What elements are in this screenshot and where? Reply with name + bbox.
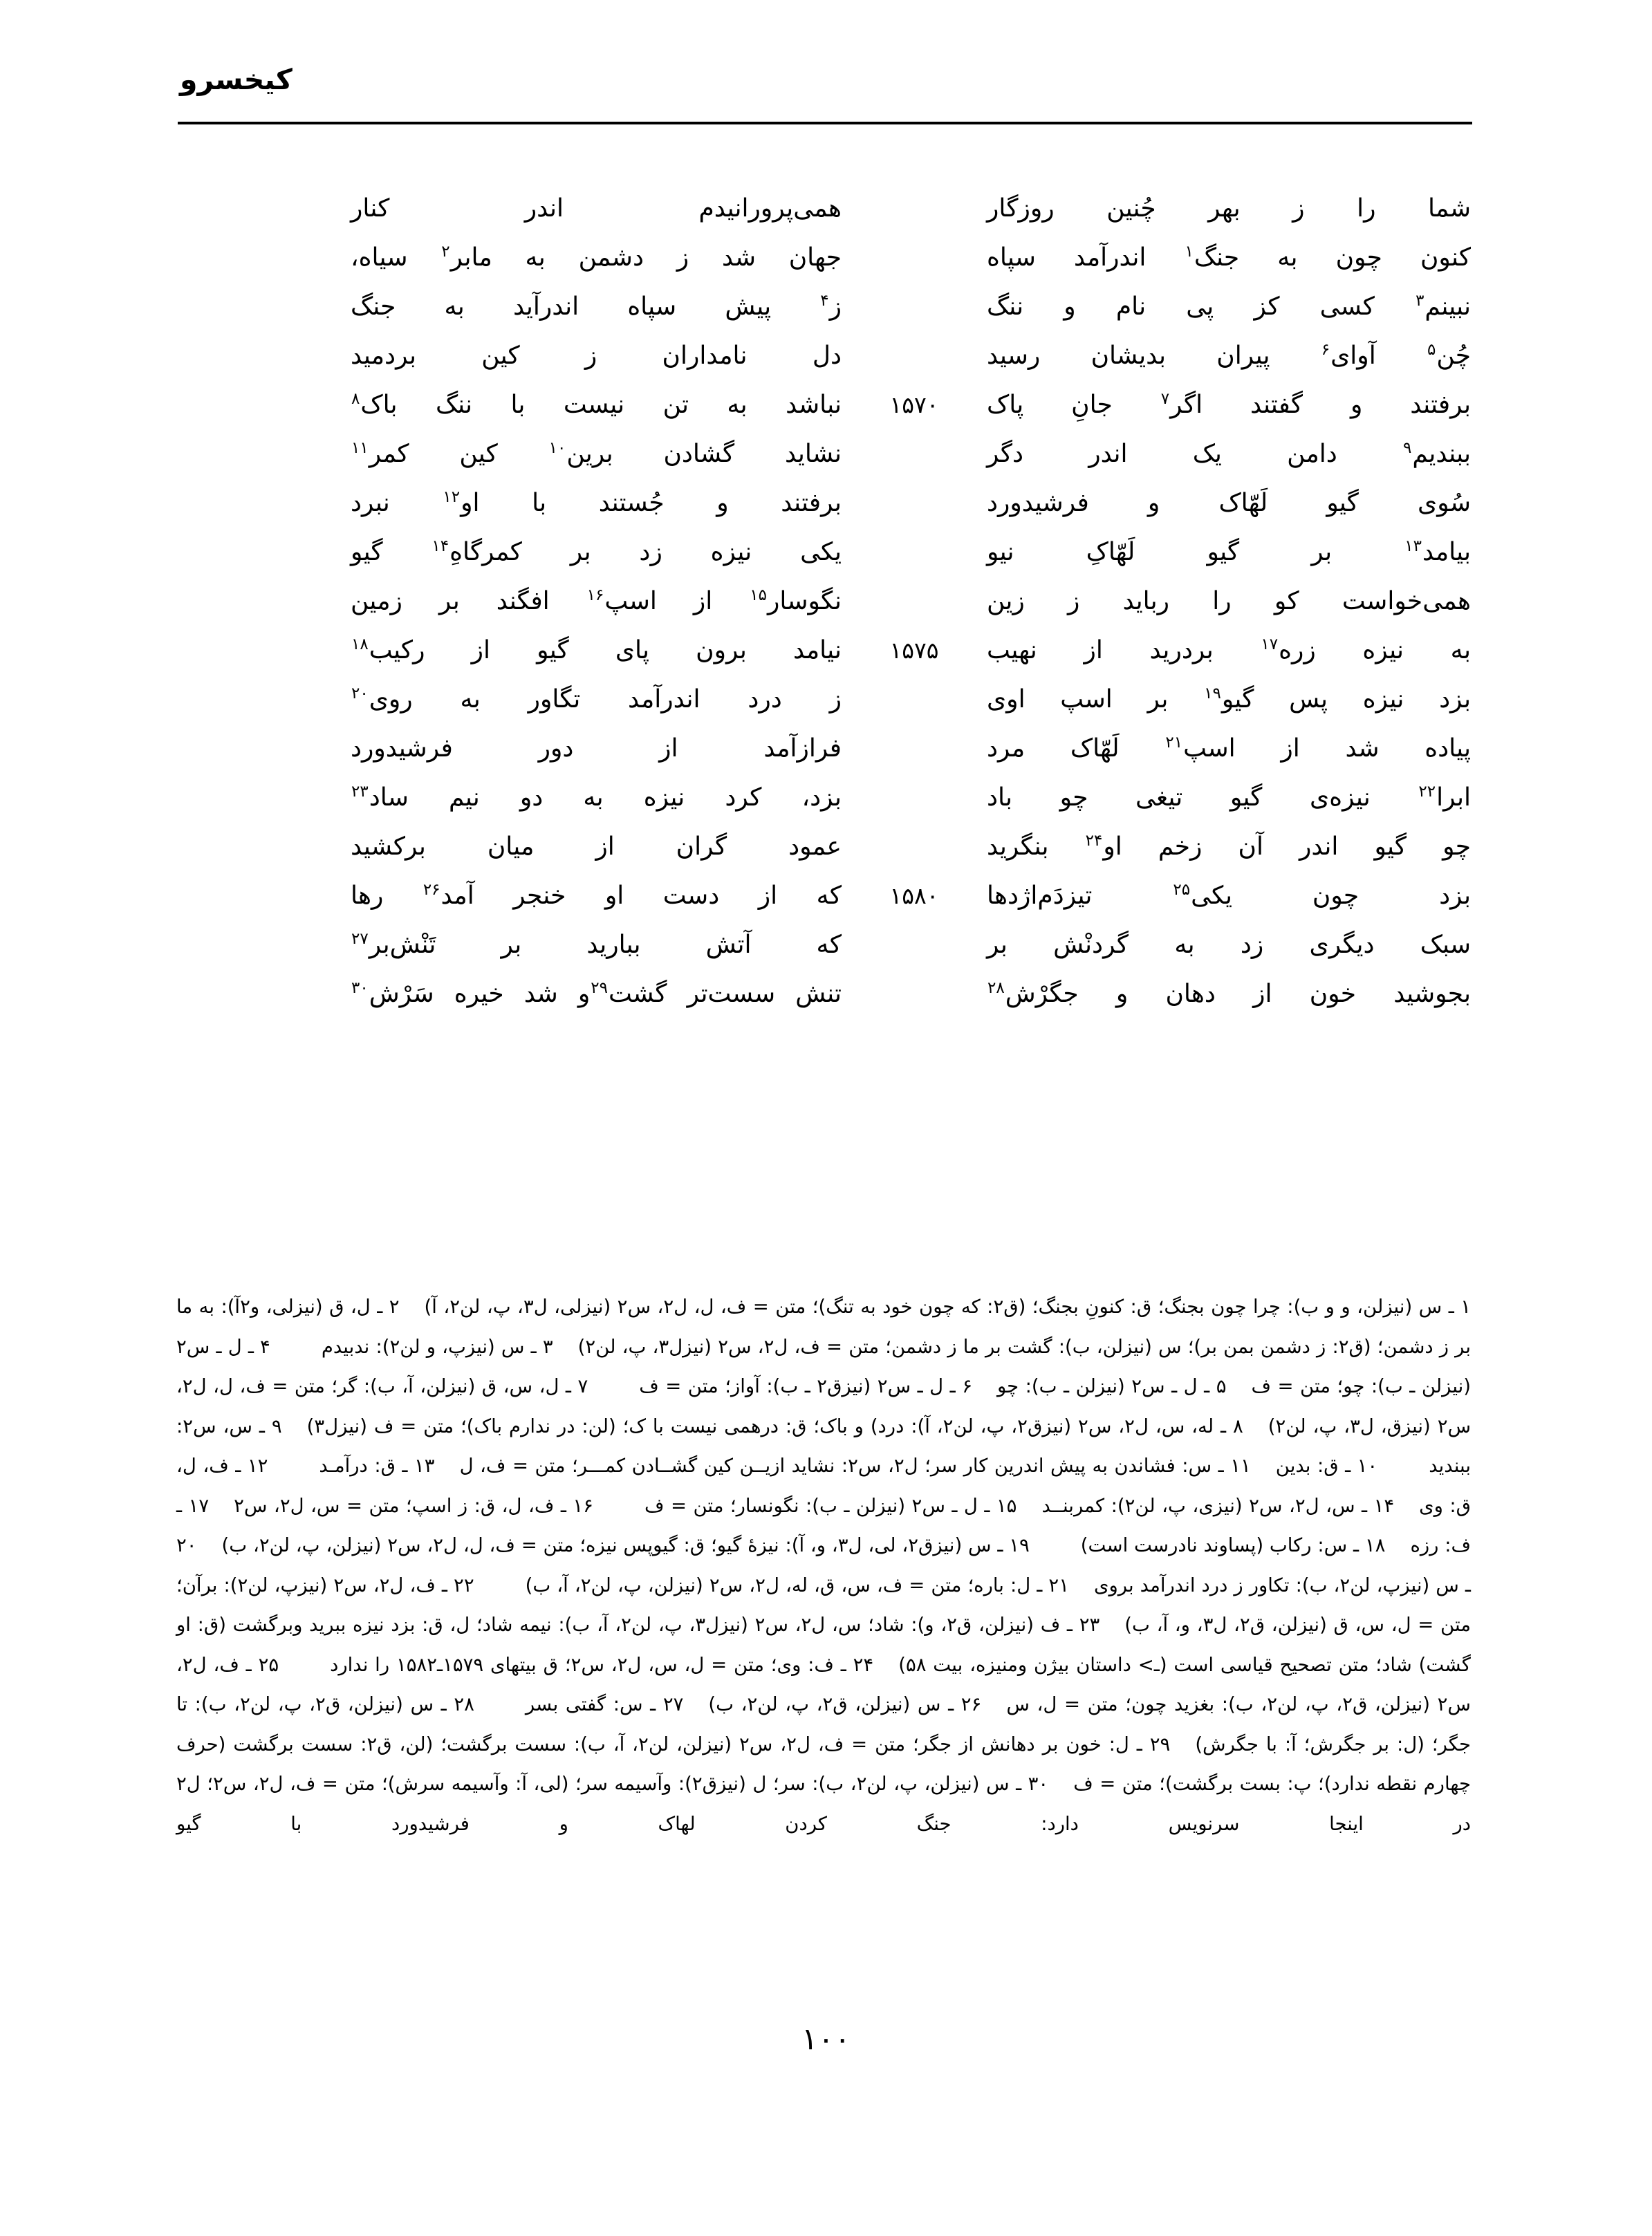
hemistich-left: جهان شد ز دشمن به مابر$^۲$ سیاه، <box>351 243 842 272</box>
footnote-marker: ۲۱ <box>1165 734 1183 752</box>
footnote-entry: ۱۳ ـ ق: درآمـد <box>319 1455 435 1477</box>
footnote-marker: ۱ <box>1185 243 1194 261</box>
verse-row <box>178 187 1471 236</box>
hemistich-left: همی‌پرورانیدم اندر کنار <box>351 194 842 223</box>
hemistich-left: ز درد اندرآمد تگاور به روی$^{۲۰}$ <box>351 684 842 714</box>
footnote-marker: ۲۰ <box>351 684 369 702</box>
footnote-entry: ۳۰ ـ س (نیزلن، پ، لن٢، ب): سر؛ ل (نیزق٢): وآسیمه سر؛ (لی، آ: وآسیمه سرش)؛ متن = ف، ل٢، س٢؛ ل٢ در اینجا سرنویس دارد: جنگ کردن لهاک و فرشیدورد با گیو <box>176 1773 1471 1835</box>
verse-row <box>178 236 1471 285</box>
footnote-separator <box>474 1566 526 1606</box>
verse-line-number: ۱۵۸۰ <box>889 882 939 909</box>
verse-row <box>178 825 1471 874</box>
footnote-entry: ۲۲ ـ ف، ل٢، س٢ (نیزپ، لن٢): برآن؛ متن = ل، س، ق (نیزلن، ق٢، ل٣، و، آ، ب) <box>176 1574 1471 1636</box>
footnote-marker: ۱۲ <box>443 488 461 506</box>
footnote-text <box>176 1287 1471 1844</box>
footnote-marker: ۱۵ <box>750 586 767 604</box>
footnote-marker: ۲۲ <box>1418 783 1436 801</box>
verse-row <box>178 923 1471 972</box>
footnote-separator <box>1394 1487 1419 1527</box>
hemistich-left: بزد، کرد نیزه به دو نیم ساد$^{۲۳}$ <box>351 783 842 812</box>
hemistich-left: دل نامداران ز کین بردمید <box>351 342 842 370</box>
verse-block <box>178 187 1471 1021</box>
footnote-entry: ۴ ـ ل ـ س٢ (نیزلن ـ ب): چو؛ متن = ف <box>176 1335 1472 1397</box>
footnote-separator <box>981 1685 1006 1725</box>
footnote-entry: ۷ ـ ل، س، ق (نیزلن، آ، ب): گر؛ متن = ف، ل، ل٢، س٢ (نیزق، ل٣، پ، لن٢) <box>176 1375 1472 1437</box>
footnote-separator <box>1377 1446 1429 1487</box>
footnote-separator <box>400 1287 425 1327</box>
footnote-separator <box>593 1487 644 1527</box>
footnote-marker: ۲۸ <box>987 979 1005 997</box>
footnote-separator <box>1069 1566 1094 1606</box>
footnote-marker: ۱۰ <box>548 439 566 457</box>
verse-row <box>178 481 1471 530</box>
hemistich-left: تنش سست‌تر گشت$^{۲۹}$و شد خیره سَرْش$^{۳۰}$ <box>351 979 842 1008</box>
footnote-marker: ۲۵ <box>1173 881 1191 899</box>
verse-row <box>178 628 1471 678</box>
hemistich-left: یکی نیزه زد بر کمرگاهِ$^{۱۴}$ گیو <box>351 537 842 566</box>
footnote-separator <box>1226 1367 1251 1407</box>
footnote-marker: ۳۰ <box>351 979 369 997</box>
footnote-separator <box>972 1367 997 1407</box>
footnote-marker: ۲ <box>441 243 450 261</box>
footnote-marker: ۱۶ <box>586 586 604 604</box>
hemistich-right: بجوشید خون از دهان و جگرْش$^{۲۸}$ <box>987 979 1471 1008</box>
hemistich-left: که آتش بباريد بر تَنْش‌بر$^{۲۷}$ <box>351 930 842 959</box>
footnote-entry: ۱ ـ س (نیزلن، و و ب): چرا چون بجنگ؛ ق: کنونِ بجنگ؛ (ق٢: که چون خود به تنگ)؛ متن = ف، ل، ل٢، س٢ (نیزلی، ل٣، پ، لن٢، آ) <box>424 1296 1471 1318</box>
verse-row <box>178 383 1471 432</box>
verse-row <box>178 972 1471 1021</box>
footnote-entry: ۱۷ ـ ف: رزه <box>176 1494 1471 1556</box>
hemistich-right: همی‌خواست کو را رباید ز زین <box>987 587 1471 615</box>
footnote-entry: ۲۰ ـ س (نیزپ، لن٢، ب): تکاور ز درد اندرآمد بروی <box>176 1534 1471 1596</box>
footnote-entry: ۸ ـ له، س، ل٢، س٢ (نیزق٢، پ، لن٢، آ): درد) و باک؛ ق: درهمی نیست با ک؛ (لن: در ندارم باک)؛ متن = ف (نیزل٣) <box>306 1415 1243 1437</box>
footnote-entry: ۲۱ ـ ل: باره؛ متن = ف، س، ق، له، ل٢، س٢ (نیزلن، پ، لن٢، آ، ب) <box>525 1574 1069 1596</box>
hemistich-left: فرازآمد از دور فرشیدورد <box>351 734 842 763</box>
footnote-marker: ۵ <box>1427 341 1436 359</box>
footnote-separator <box>282 1407 307 1447</box>
footnote-entry: ۳ ـ س (نیزپ، و لن٢): ندبیدم <box>321 1335 553 1358</box>
footnote-separator <box>435 1446 460 1487</box>
footnote-separator <box>1048 1764 1073 1805</box>
hemistich-right: چو گیو اندر آن زخم او$^{۲۴}$ بنگرید <box>987 832 1471 861</box>
hemistich-left: نیامد برون پای گیو از رکیب$^{۱۸}$ <box>351 635 842 664</box>
footnote-entry: ۱۶ ـ ف، ل، ق: ز اسپ؛ متن = س، ل٢، س٢ <box>234 1494 593 1517</box>
footnote-separator <box>588 1367 639 1407</box>
footnote-entry: ۲۸ ـ س (نیزلن، ق٢، پ، لن٢، ب): تا جگر؛ (ل: بر جگرش؛ آ: با جگرش) <box>176 1693 1471 1755</box>
footnote-entry: ۱۱ ـ س: فشاندن به پیش اندرین کار سر؛ ل٢، س٢: نشاید ازیــن کین گشــادن کمـــر؛ متن = ف، ل <box>459 1455 1251 1477</box>
hemistich-left: نگوسار$^{۱۵}$ از اسپ$^{۱۶}$ افگند بر زمین <box>351 586 842 615</box>
hemistich-right: سُوی گیو لَهّاک و فرشیدورد <box>987 489 1471 517</box>
footnote-marker: ۷ <box>1160 390 1170 408</box>
verse-line-number: ۱۵۷۰ <box>889 391 939 418</box>
footnote-separator <box>270 1327 322 1368</box>
footnote-marker: ۲۳ <box>351 783 369 801</box>
footnote-marker: ۹ <box>1403 439 1412 457</box>
footnote-entry: ۲۹ ـ ل: خون بر دهانش از جگر؛ متن = ف، ل٢، س٢ (نیزلن، لن٢، آ، ب): سست برگشت؛ (لن، ق٢: سست برگشت (حرف چهارم نقطه ندارد)؛ پ: بست برگشت)؛ متن = ف <box>176 1733 1472 1795</box>
verse-row <box>178 334 1471 383</box>
footnote-marker: ۱۱ <box>351 439 369 457</box>
verse-row <box>178 874 1471 923</box>
header-rule <box>178 122 1472 124</box>
hemistich-left: عمود گران از میان برکشید <box>351 832 842 861</box>
hemistich-right: شما را ز بهر چُنین روزگار <box>987 194 1471 223</box>
footnote-entry: ۱۲ ـ ف، ل، ق: وی <box>176 1455 1471 1517</box>
hemistich-left: نشاید گشادن برین$^{۱۰}$ کین کمر$^{۱۱}$ <box>351 439 842 468</box>
footnote-separator <box>1017 1487 1041 1527</box>
verse-row <box>178 678 1471 727</box>
hemistich-right: پیاده شد از اسپ$^{۲۱}$ لَهّاک مرد <box>987 734 1471 763</box>
footnote-entry: ۲۵ ـ ف، ل٢، س٢ (نیزلن، ق٢، پ، لن٢، ب): بغزید چون؛ متن = ل، س <box>176 1653 1471 1715</box>
footnote-separator <box>1099 1605 1124 1646</box>
footnote-entry: ۲۷ ـ س: گفتی بسر <box>525 1693 684 1715</box>
footnote-marker: ۲۶ <box>423 881 440 899</box>
hemistich-left: ز$^۴$ پیش سپاه اندرآید به جنگ <box>351 292 842 321</box>
footnote-entry: ۱۵ ـ ل ـ س٢ (نیزلن ـ ب): نگونسار؛ متن = ف <box>644 1494 1017 1517</box>
footnote-separator <box>1385 1526 1410 1566</box>
hemistich-right: چُن$^۵$ آوای$^۶$ پیران بدیشان رسید <box>987 341 1471 370</box>
footnote-marker: ۲۴ <box>1085 832 1103 850</box>
verse-row <box>178 776 1471 825</box>
footnote-separator <box>197 1526 222 1566</box>
footnote-separator <box>1170 1725 1195 1765</box>
running-head-title: کیخسرو <box>180 63 293 96</box>
hemistich-right: به نیزه زره$^{۱۷}$ بردرید از نهیب <box>987 635 1471 664</box>
footnote-marker: ۶ <box>1321 341 1330 359</box>
verse-row <box>178 579 1471 628</box>
footnote-separator <box>474 1685 526 1725</box>
footnote-marker: ۲۹ <box>591 979 608 997</box>
footnote-entry: ۲۴ ـ ف: وی؛ متن = ل، س، ل٢، س٢؛ ق بیتهای ۱۵۷۹ـ۱۵۸۲ را ندارد <box>330 1653 874 1676</box>
hemistich-right: برفتند و گفتند اگر$^۷$ جانِ پاک <box>987 390 1471 419</box>
footnote-separator <box>873 1646 898 1686</box>
hemistich-right: سبک دیگری زد به گردنْش بر <box>987 931 1471 959</box>
footnote-marker: ۸ <box>351 390 360 408</box>
footnote-separator <box>209 1487 234 1527</box>
page-number: ۱۰۰ <box>801 2022 851 2057</box>
footnote-separator <box>268 1446 319 1487</box>
hemistich-right: بزد نیزه پس گیو$^{۱۹}$ بر اسپ اوی <box>987 684 1471 714</box>
hemistich-right: نبینم$^۳$ کسی کز پی نام و ننگ <box>987 292 1471 321</box>
verse-row <box>178 727 1471 776</box>
hemistich-left: که از دست او خنجر آمد$^{۲۶}$ رها <box>351 881 842 910</box>
footnote-marker: ۲۷ <box>351 930 369 948</box>
hemistich-right: بیامد$^{۱۳}$ بر گیو لَهّاکِ نیو <box>987 537 1471 566</box>
footnote-marker: ۳ <box>1416 292 1424 310</box>
footnote-entry: ۲۳ ـ ف (نیزلن، ق٢، و): شاد؛ س، ل٢، س٢ (نیزل٣، پ، لن٢، آ، ب): نیمه شاد؛ ل، ق: بزد نیزه ببرید وبرگشت (ق: او گشت) شاد؛ متن تصحیح قیاسی است (ـ> داستان بیژن ومنیزه، بیت ۵۸) <box>176 1614 1471 1676</box>
verse-row <box>178 285 1471 334</box>
footnote-marker: ۱۳ <box>1404 537 1422 555</box>
footnote-marker: ۱۷ <box>1261 635 1279 653</box>
footnote-entry: ۱۸ ـ س: رکاب (پساوند نادرست است) <box>1080 1534 1386 1556</box>
footnote-entry: ۹ ـ س، س٢: ببندید <box>176 1415 1471 1477</box>
hemistich-right: بزد چون یکی$^{۲۵}$ تیزدَم‌اژدها <box>987 881 1472 910</box>
footnote-marker: ۱۸ <box>351 635 369 653</box>
footnote-separator <box>1030 1526 1081 1566</box>
hemistich-right: ببندیم$^۹$ دامن یک اندر دگر <box>987 439 1471 468</box>
footnote-entry: ۲ ـ ل، ق (نیزلی، و٢آ): به ما بر ز دشمن؛ (ق٢: ز دشمن بمن بر)؛ س (نیزلن، ب): گشت بر ما ز دشمن؛ متن = ف، ل٢، س٢ (نیزل٣، پ، لن٢) <box>176 1296 1472 1358</box>
verse-line-number: ۱۵۷۵ <box>889 637 939 664</box>
verse-row <box>178 530 1471 579</box>
footnote-apparatus <box>176 1287 1471 1844</box>
hemistich-right: ابرا$^{۲۲}$ نیزه‌ی گیو تیغی چو باد <box>987 783 1471 812</box>
hemistich-right: کنون چون به جنگ$^۱$ اندرآمد سپاه <box>987 243 1471 272</box>
footnote-separator <box>553 1327 578 1368</box>
footnote-marker: ۱۹ <box>1204 684 1221 702</box>
footnote-marker: ۱۴ <box>431 537 449 555</box>
footnote-entry: ۱۰ ـ ق: بدین <box>1275 1455 1378 1477</box>
hemistich-left: نباشد به تن نیست با ننگ باک$^۸$ <box>351 390 842 419</box>
footnote-entry: ۱۹ ـ س (نیزق٢، لی، ل٣، و، آ): نیزهٔ گیو؛ ق: گیوپس نیزه؛ متن = ف، ل، ل٢، س٢ (نیزلن، پ، لن٢، ب) <box>221 1534 1030 1556</box>
verse-row <box>178 432 1471 481</box>
footnote-entry: ۱۴ ـ س، ل٢، س٢ (نیزی، پ، لن٢): کمربنــد <box>1041 1494 1395 1517</box>
footnote-separator <box>683 1685 708 1725</box>
footnote-entry: ۲۶ ـ س (نیزلن، ق٢، پ، لن٢، ب) <box>708 1693 982 1715</box>
hemistich-left: برفتند و جُستند با او$^{۱۲}$ نبرد <box>351 488 842 517</box>
footnote-separator <box>1243 1407 1268 1447</box>
footnote-separator <box>279 1646 330 1686</box>
footnote-separator <box>1251 1446 1276 1487</box>
footnote-entry: ۶ ـ ل ـ س٢ (نیزق٢ ـ ب): آواز؛ متن = ف <box>639 1375 972 1397</box>
footnote-entry: ۵ ـ ل ـ س٢ (نیزلن ـ ب): چو <box>996 1375 1227 1397</box>
footnote-marker: ۴ <box>820 292 829 310</box>
running-head <box>180 48 1472 97</box>
